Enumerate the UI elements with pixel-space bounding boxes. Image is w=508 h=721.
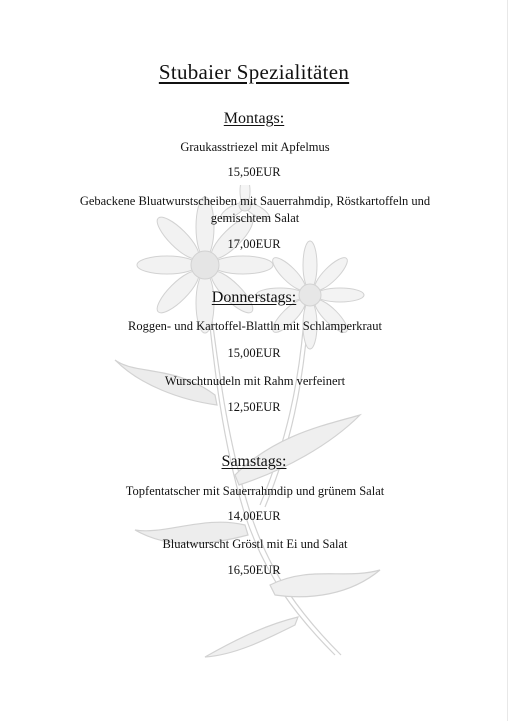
dish-price: 15,00EUR [227, 346, 281, 360]
dish-name: Roggen- und Kartoffel-Blattln mit Schlamperkraut [128, 319, 382, 333]
dish-price: 12,50EUR [227, 400, 281, 414]
dish-price: 14,00EUR [227, 509, 281, 523]
day-heading-samstags: Samstags: [221, 453, 287, 470]
day-heading-donnerstags: Donnerstags: [211, 289, 297, 306]
edelweiss-flower-icon [95, 185, 395, 665]
dish-price: 15,50EUR [227, 165, 281, 179]
dish-name: Gebackene Bluatwurstscheiben mit Sauerrahmdip, Röstkartoffeln und gemischtem Salat [79, 194, 431, 225]
dish-name: Graukasstriezel mit Apfelmus [180, 140, 330, 154]
dish-name: Wurschtnudeln mit Rahm verfeinert [164, 374, 346, 388]
dish-name: Topfentatscher mit Sauerrahmdip und grünem Salat [125, 484, 385, 498]
day-heading-montags: Montags: [223, 110, 285, 127]
menu-title: Stubaier Spezialitäten [158, 60, 350, 84]
dish-price: 16,50EUR [227, 563, 281, 577]
dish-price: 17,00EUR [227, 237, 281, 251]
dish-name: Bluatwurscht Gröstl mit Ei und Salat [162, 537, 348, 551]
